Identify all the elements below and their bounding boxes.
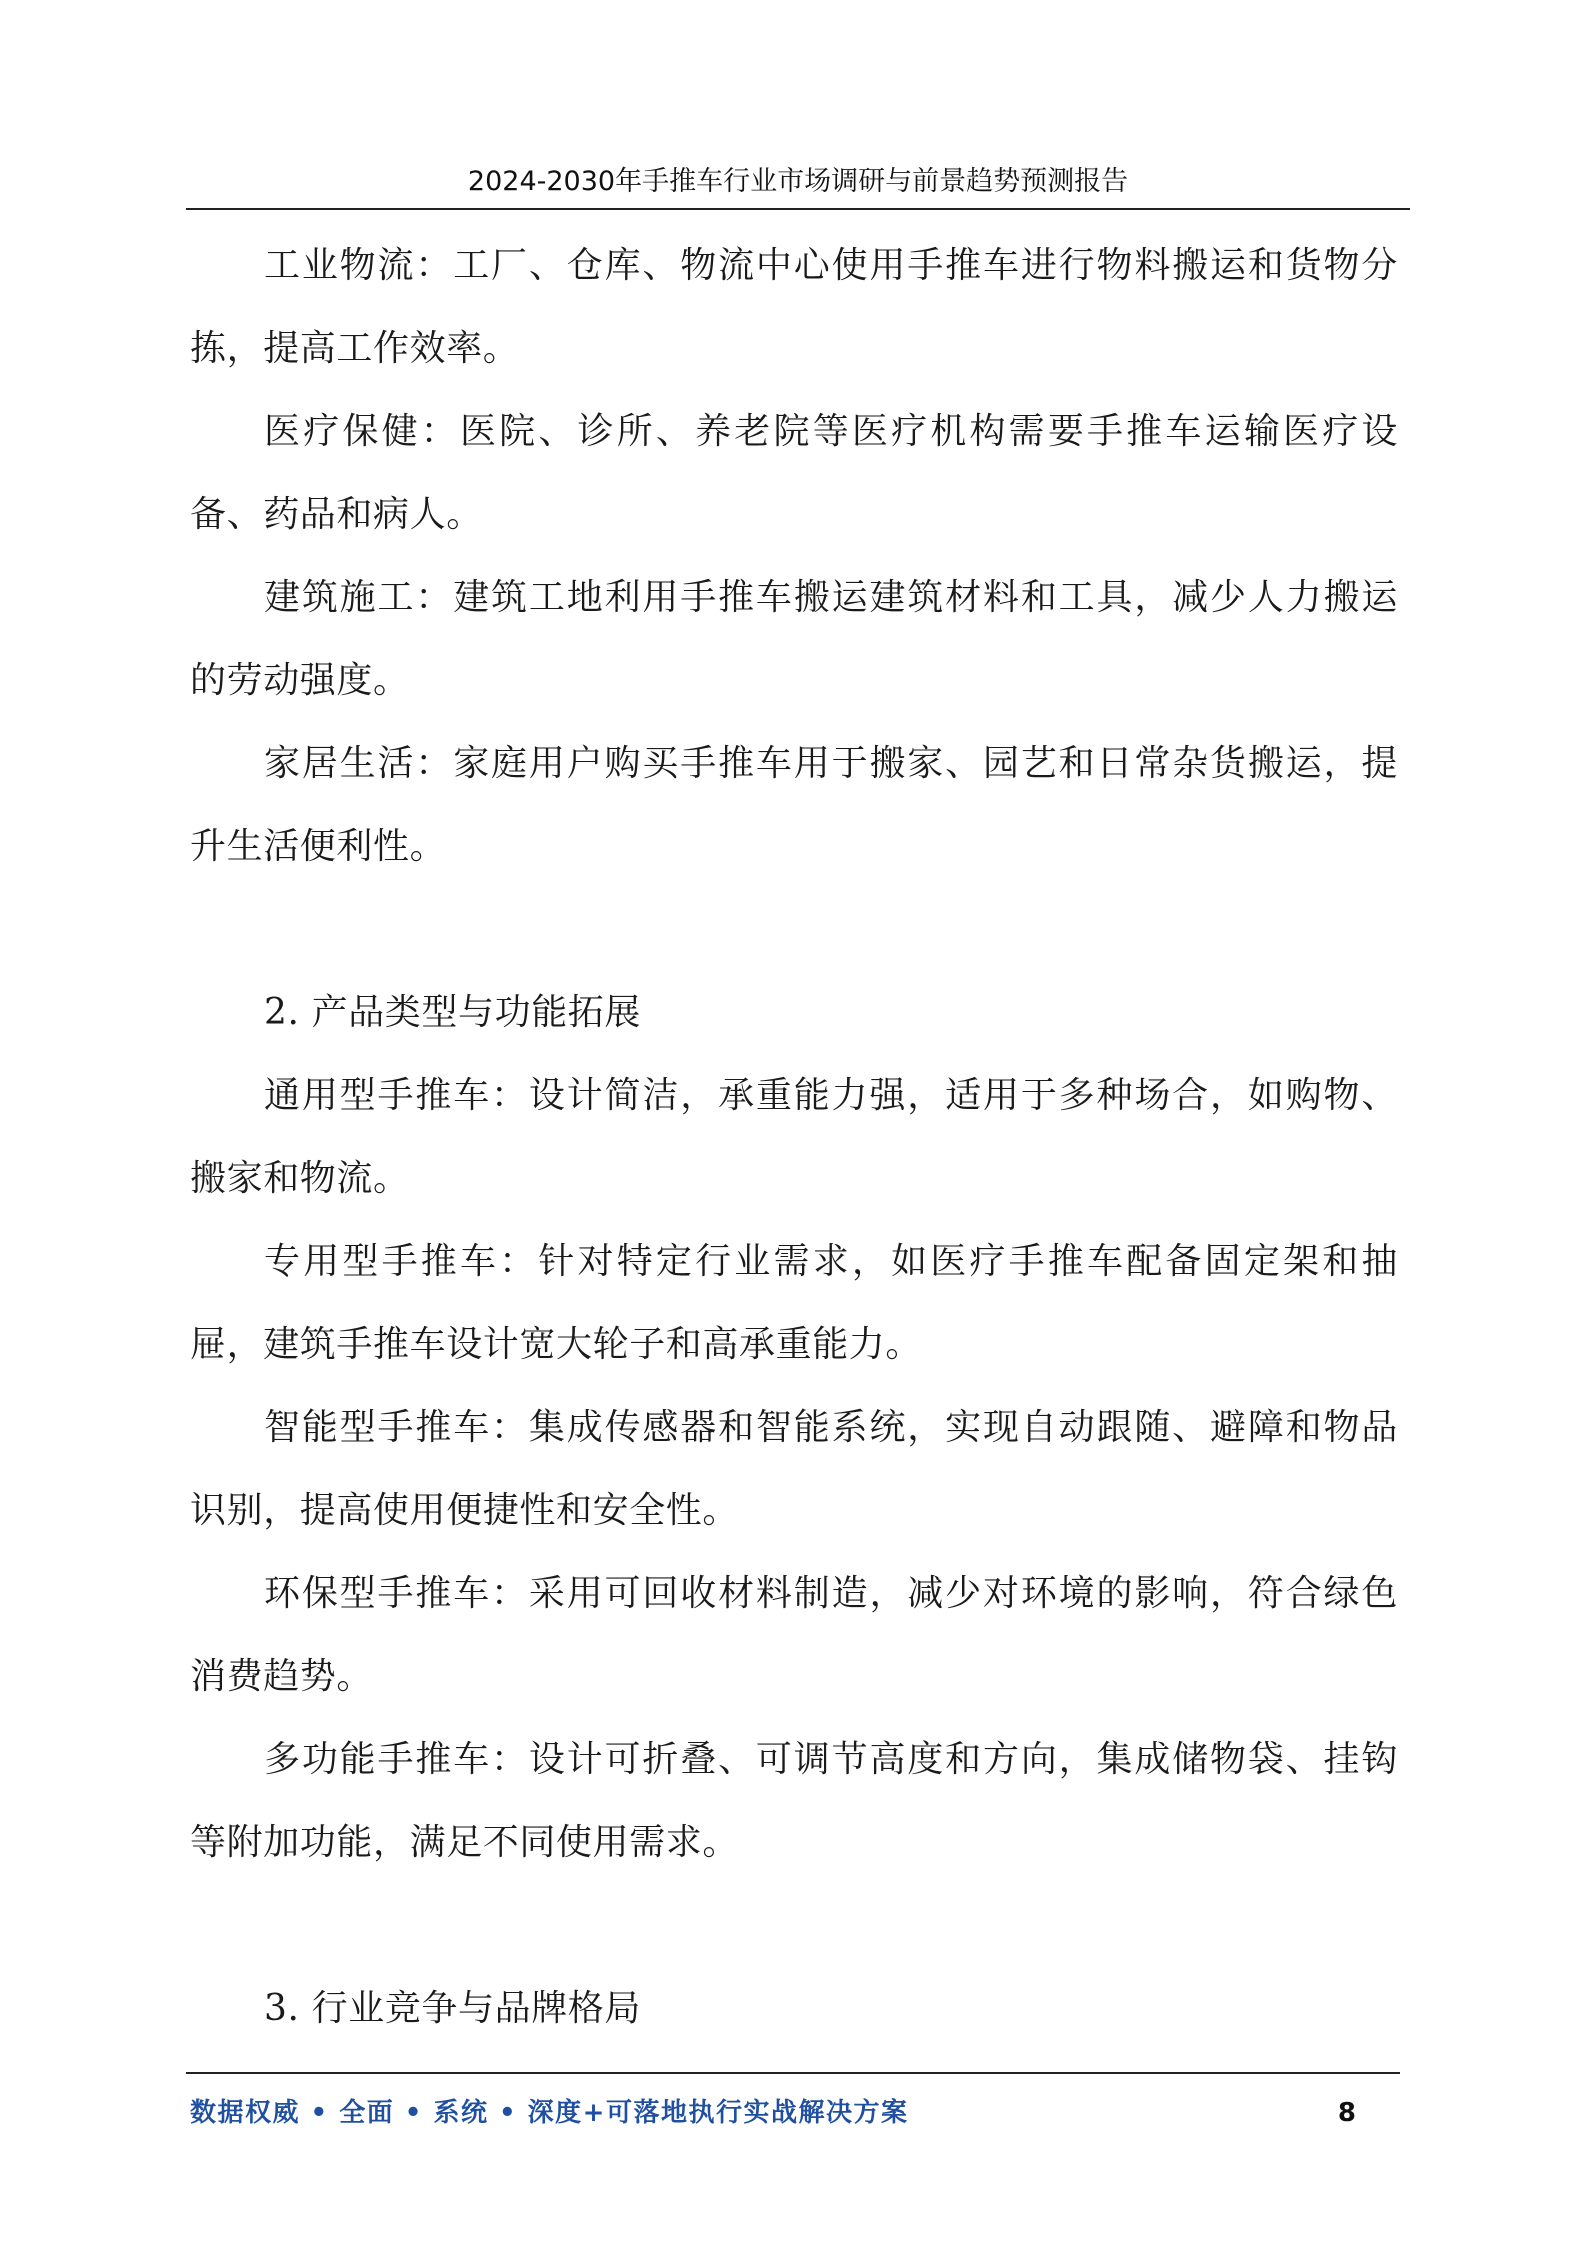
paragraph-multifunction-cart: 多功能手推车：设计可折叠、可调节高度和方向，集成储物袋、挂钩等附加功能，满足不同使用需求。 (190, 1739, 1398, 1863)
paragraph-healthcare: 医疗保健：医院、诊所、养老院等医疗机构需要手推车运输医疗设备、药品和病人。 (190, 411, 1398, 535)
page-header-title: 2024-2030年手推车行业市场调研与前景趋势预测报告 (467, 166, 1129, 197)
paragraph-smart-cart: 智能型手推车：集成传感器和智能系统，实现自动跟随、避障和物品识别，提高使用便捷性和安全性。 (190, 1407, 1398, 1531)
footer-slogan: 数据权威 • 全面 • 系统 • 深度+可落地执行实战解决方案 (190, 2098, 909, 2128)
paragraph-construction: 建筑施工：建筑工地利用手推车搬运建筑材料和工具，减少人力搬运的劳动强度。 (190, 577, 1398, 701)
footer-divider (186, 2072, 1400, 2074)
section-spacer (190, 1884, 1398, 1967)
paragraph-home-life: 家居生活：家庭用户购买手推车用于搬家、园艺和日常杂货搬运，提升生活便利性。 (190, 743, 1398, 867)
section-heading-product-types: 2. 产品类型与功能拓展 (264, 992, 641, 1033)
paragraph-industrial-logistics: 工业物流：工厂、仓库、物流中心使用手推车进行物料搬运和货物分拣，提高工作效率。 (190, 245, 1398, 369)
paragraph-eco-cart: 环保型手推车：采用可回收材料制造，减少对环境的影响，符合绿色消费趋势。 (190, 1573, 1398, 1697)
section-heading-competition: 3. 行业竞争与品牌格局 (264, 1988, 641, 2029)
page-number: 8 (1337, 2098, 1356, 2128)
header-divider (186, 208, 1410, 210)
paragraph-specialized-cart: 专用型手推车：针对特定行业需求，如医疗手推车配备固定架和抽屉，建筑手推车设计宽大轮子和高承重能力。 (190, 1241, 1398, 1365)
paragraph-general-cart: 通用型手推车：设计简洁，承重能力强，适用于多种场合，如购物、搬家和物流。 (190, 1075, 1398, 1199)
section-spacer (190, 888, 1398, 971)
page-body (190, 224, 1398, 2050)
